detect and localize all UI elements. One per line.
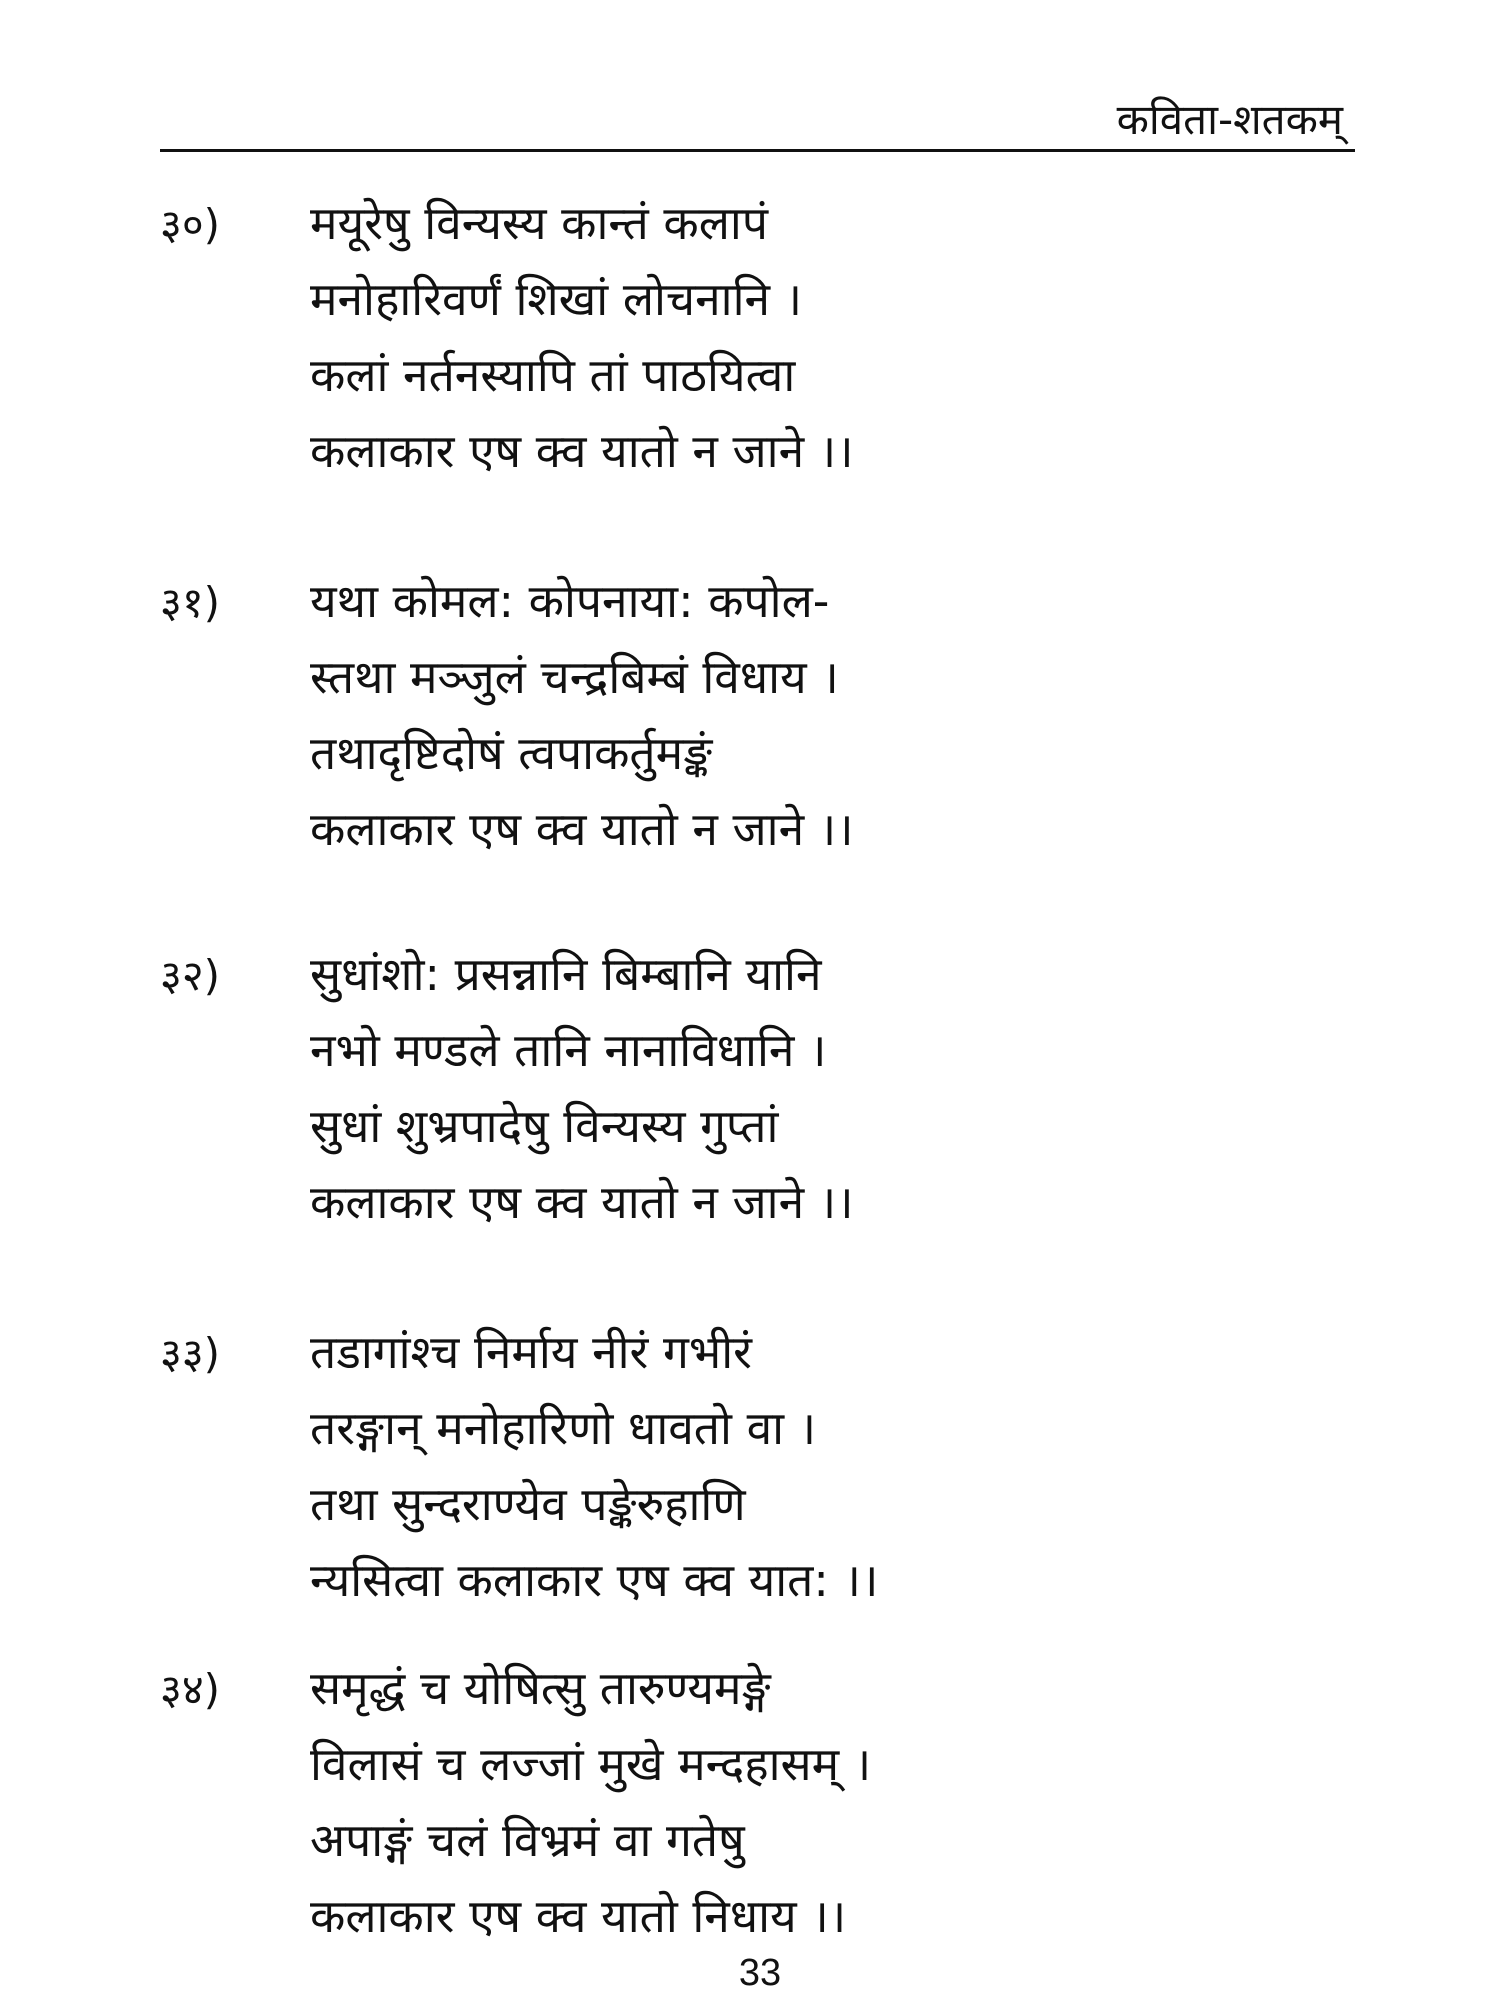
verse-line: मयूरेषु विन्यस्य कान्तं कलापं [310, 196, 768, 250]
verse-lines [310, 185, 854, 489]
verse-lines [310, 563, 854, 867]
verse-line: मनोहारिवर्णं शिखां लोचनानि । [310, 272, 803, 326]
verse-number: ३२) [160, 951, 221, 1000]
verse-lines [310, 936, 854, 1240]
verse-lines [310, 1650, 871, 1954]
verse-line: नभो मण्डले तानि नानाविधानि । [310, 1023, 827, 1077]
verse-line: कलाकार एष क्व यातो निधाय ।। [310, 1889, 847, 1943]
page-header [160, 88, 1355, 152]
verse-line: तथा सुन्दराण्येव पङ्केरुहाणि [310, 1477, 746, 1531]
verse-line: सुधां शुभ्रपादेषु विन्यस्य गुप्तां [310, 1099, 779, 1153]
verse-line: अपाङ्गं चलं विभ्रमं वा गतेषु [310, 1813, 745, 1867]
verse-number: ३१) [160, 578, 221, 627]
verse-line: स्तथा मञ्जुलं चन्द्रबिम्बं विधाय । [310, 650, 839, 704]
verse-line: न्यसित्वा कलाकार एष क्व यात: ।। [310, 1553, 879, 1607]
page-number: 33 [738, 1952, 782, 1994]
verse-line: कलाकार एष क्व यातो न जाने ।। [310, 802, 854, 856]
verse-line: कलाकार एष क्व यातो न जाने ।। [310, 1175, 854, 1229]
verse-line: तरङ्गान् मनोहारिणो धावतो वा । [310, 1401, 817, 1455]
running-title: कविता-शतकम् [1116, 95, 1343, 144]
verse-number: ३३) [160, 1329, 221, 1378]
verse-number: ३४) [160, 1665, 221, 1714]
verse-line: सुधांशो: प्रसन्नानि बिम्बानि यानि [310, 947, 822, 1001]
verse-line: कलाकार एष क्व यातो न जाने ।। [310, 424, 854, 478]
header-rule [160, 149, 1355, 152]
verse-line: तथादृष्टिदोषं त्वपाकर्तुमङ्कं [310, 726, 713, 780]
verse-line: कलां नर्तनस्यापि तां पाठयित्वा [310, 348, 796, 402]
verse-lines [310, 1314, 878, 1618]
verse-line: तडागांश्च निर्माय नीरं गभीरं [310, 1325, 752, 1379]
verse-line: यथा कोमल: कोपनाया: कपोल- [310, 574, 830, 628]
verse-line: विलासं च लज्जां मुखे मन्दहासम् । [310, 1737, 872, 1791]
verse-number: ३०) [160, 200, 221, 249]
verse-line: समृद्धं च योषित्सु तारुण्यमङ्गे [310, 1661, 771, 1715]
